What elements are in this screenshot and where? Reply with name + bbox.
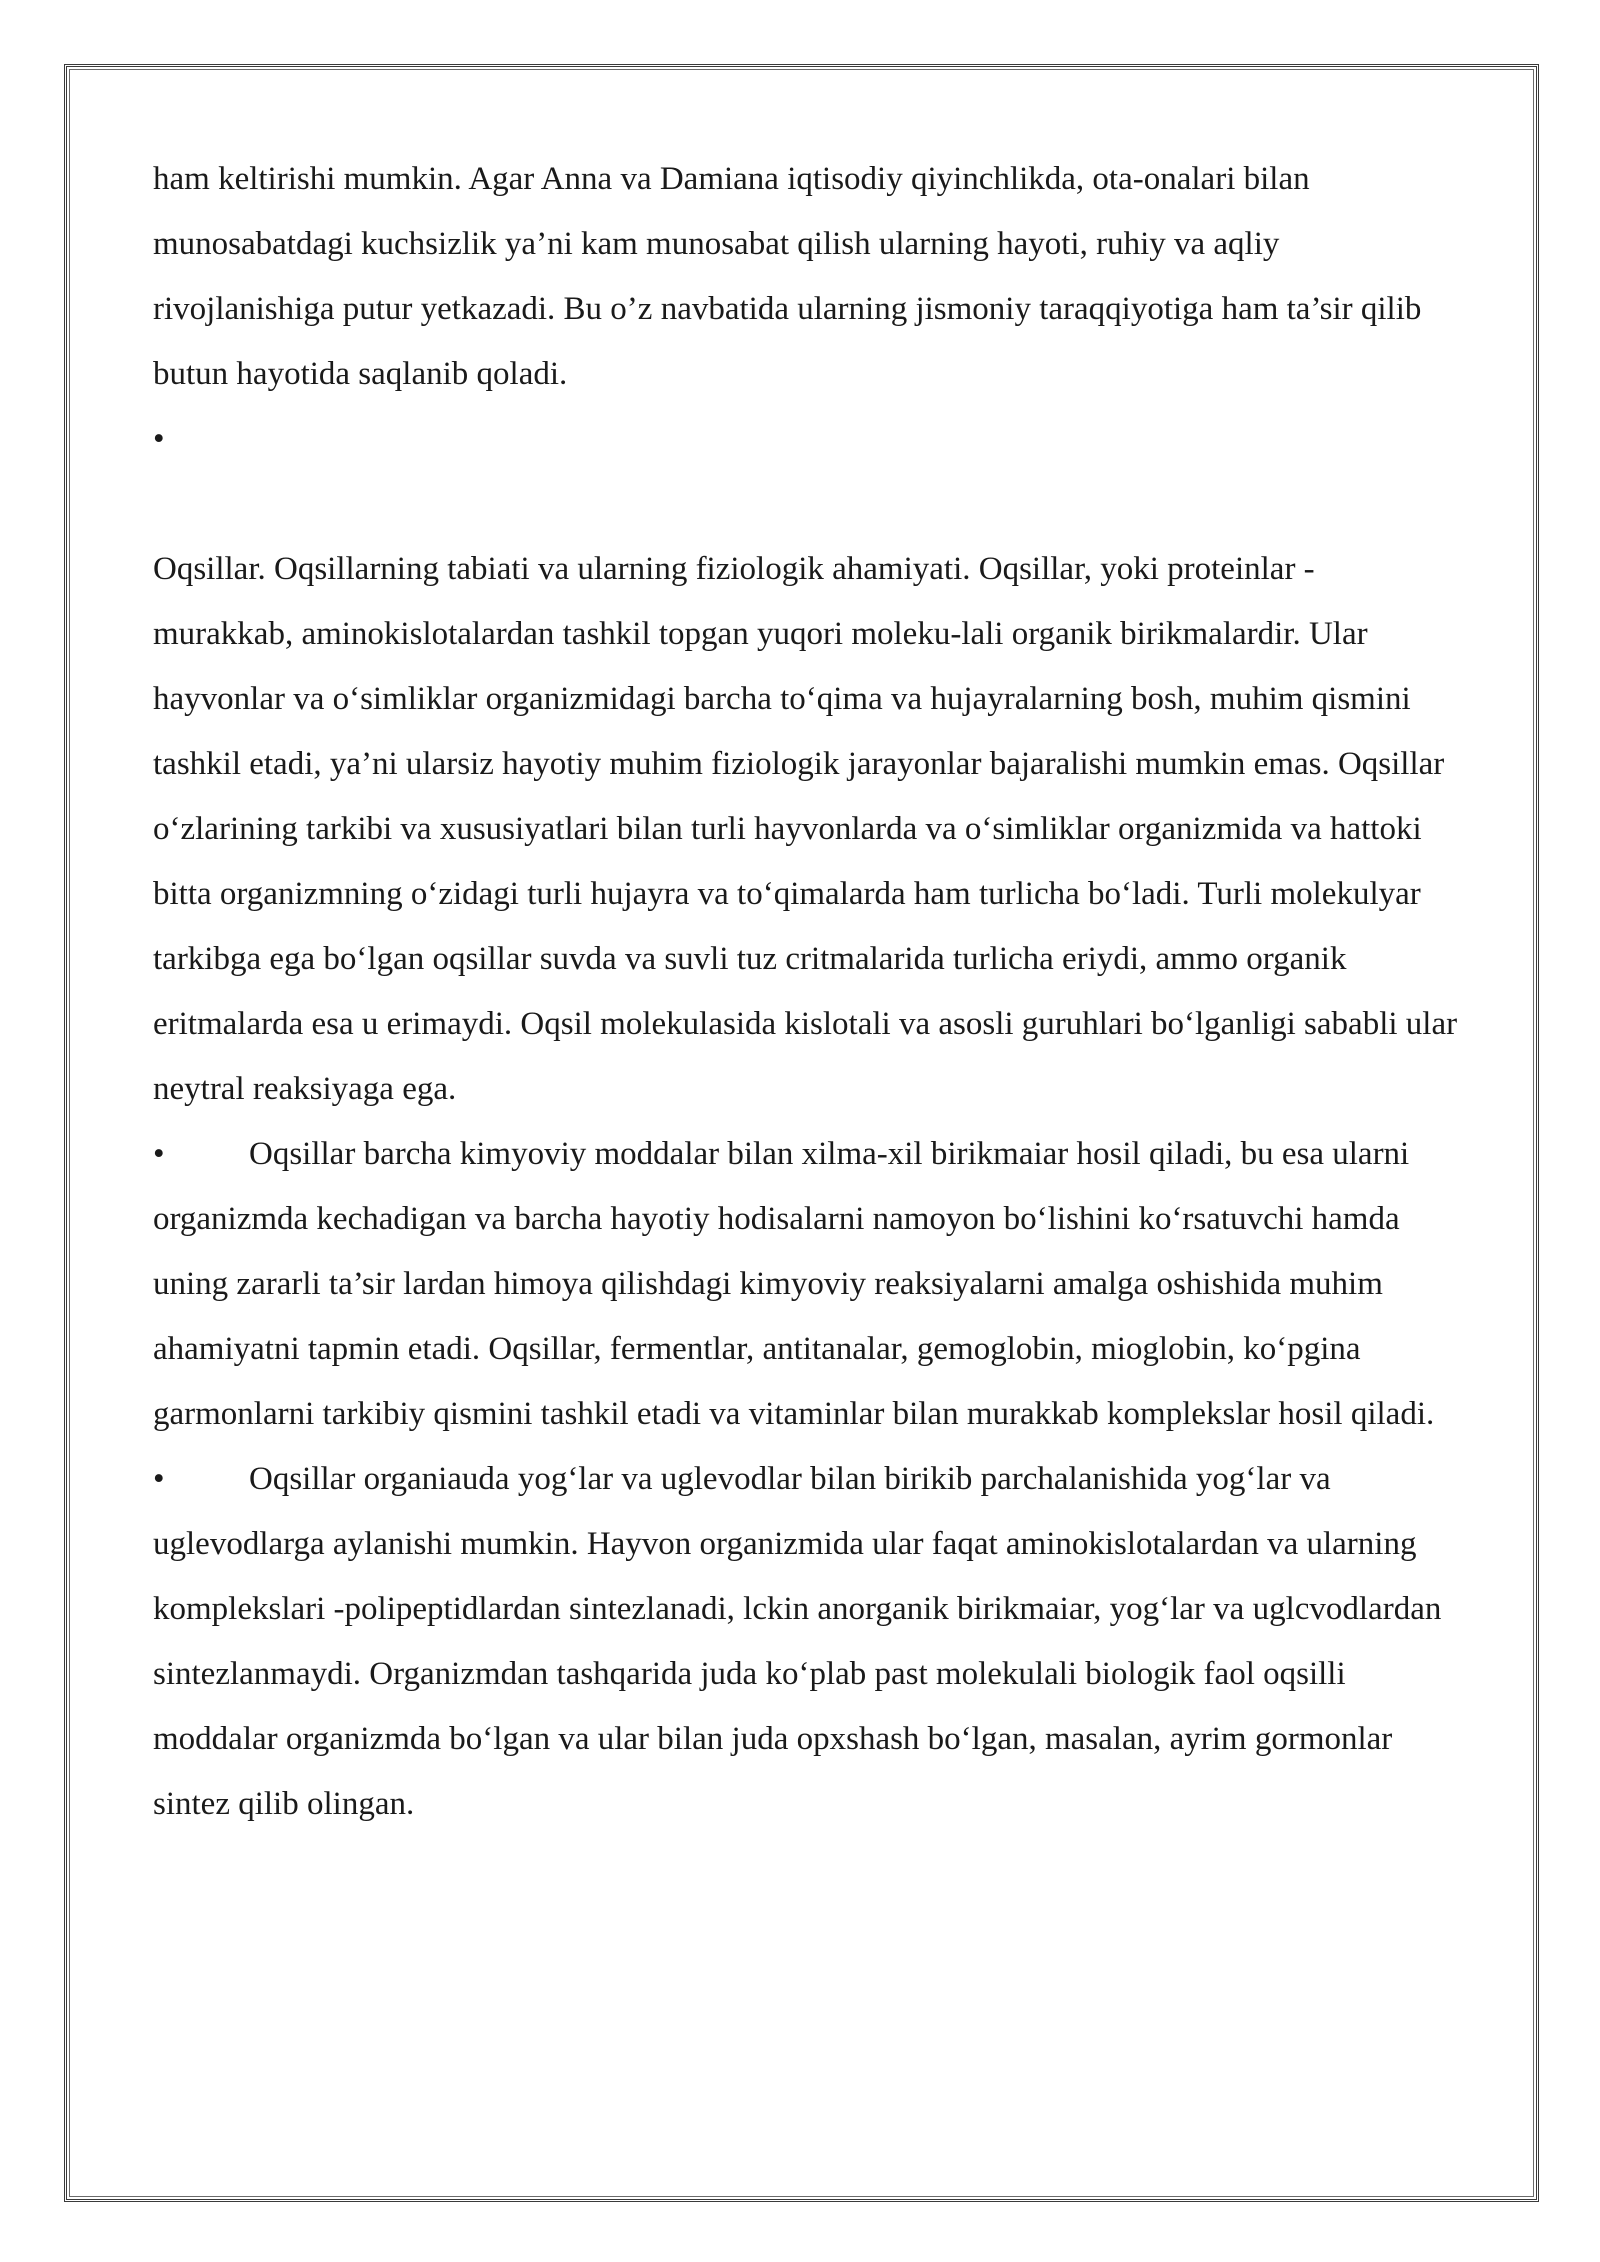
bullet-item [153,1447,1463,1837]
intro-paragraph: ham keltirishi mumkin. Agar Anna va Damiana iqtisodiy qiyinchlikda, ota-onalari bilan munosabatdagi kuchsizlik ya’ni kam munosabat qilish ularning hayoti, ruhiy va aqliy rivojlanishiga putur yetkazadi. Bu o’z navbatida ularning jismoniy taraqqiyotiga ham ta’sir qilib butun hayotida saqlanib qoladi. [153,161,1422,392]
bullet-text: Oqsillar barcha kimyoviy moddalar bilan xilma-xil birikmaiar hosil qiladi, bu esa ularni organizmda kechadigan va barcha hayotiy hodisalarni namoyon bo‘lishini ko‘rsatuvchi hamda uning zararli ta’sir lardan himoya qilishdagi kimyoviy reaksiyalarni amalga oshishida muhim ahamiyatni tapmin etadi. Oqsillar, fermentlar, antitanalar, gemoglobin, mioglobin, ko‘pgina garmonlarni tarkibiy qismini tashkil etadi va vitaminlar bilan murakkab komplekslar hosil qiladi. [153,1136,1435,1432]
empty-bullet: • [153,421,165,457]
section-paragraph: Oqsillar. Oqsillarning tabiati va ularning fiziologik ahamiyati. Oqsillar, yoki proteinlar - murakkab, aminokislotalardan tashkil topgan yuqori moleku-lali organik birikmalardir. Ular hayvonlar va o‘simliklar organizmidagi barcha to‘qima va hujayralarning bosh, muhim qismini tashkil etadi, ya’ni ularsiz hayotiy muhim fiziologik jarayonlar bajaralishi mumkin emas. Oqsillar o‘zlarining tarkibi va xususiyatlari bilan turli hayvonlarda va o‘simliklar organizmida va hattoki bitta organizmning o‘zidagi turli hujayra va to‘qimalarda ham turlicha bo‘ladi. Turli molekulyar tarkibga ega bo‘lgan oqsillar suvda va suvli tuz critmalarida turlicha eriydi, ammo organik eritmalarda esa u erimaydi. Oqsil molekulasida kislotali va asosli guruhlari bo‘lganligi sababli ular neytral reaksiyaga ega. [153,551,1458,1107]
paragraph-spacer [153,472,1463,537]
document-body [153,147,1463,1837]
bullet-mark: • [153,1461,165,1497]
bullet-item [153,1122,1463,1447]
bullet-mark: • [153,1136,165,1172]
bullet-text: Oqsillar organiauda yog‘lar va uglevodlar bilan birikib parchalanishida yog‘lar va uglevodlarga aylanishi mumkin. Hayvon organizmida ular faqat aminokislotalardan va ularning komplekslari -polipeptidlardan sintezlanadi, lckin anorganik birikmaiar, yog‘lar va uglcvodlardan sintezlanmaydi. Organizmdan tashqarida juda ko‘plab past molekulali biologik faol oqsilli moddalar organizmda bo‘lgan va ular bilan juda opxshash bo‘lgan, masalan, ayrim gormonlar sintez qilib olingan. [153,1461,1442,1822]
